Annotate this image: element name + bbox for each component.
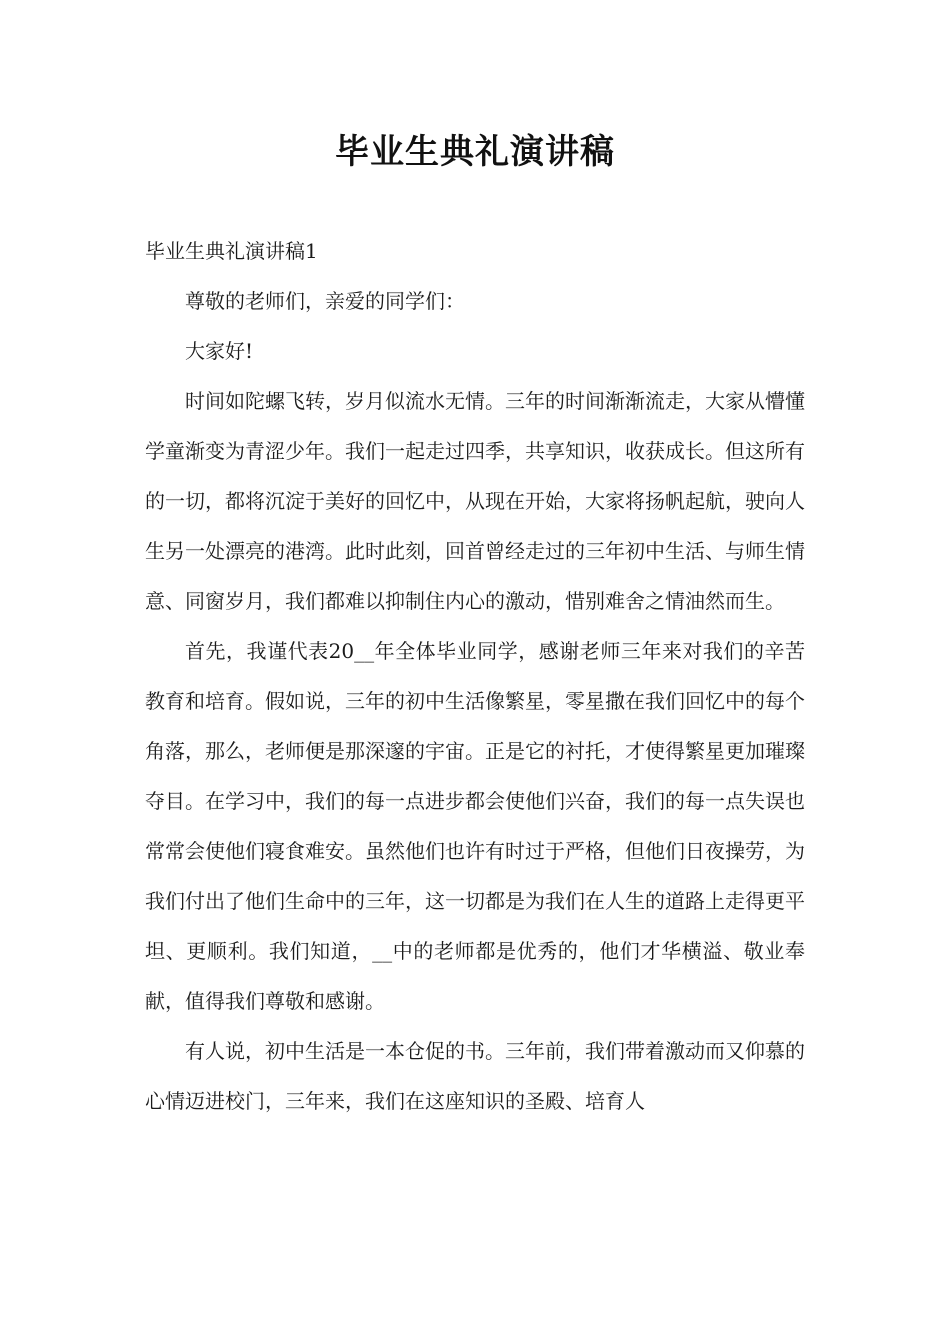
section-heading: 毕业生典礼演讲稿1 xyxy=(145,239,318,263)
document-title: 毕业生典礼演讲稿 xyxy=(335,132,615,172)
paragraph-time: 时间如陀螺飞转，岁月似流水无情。三年的时间渐渐流走，大家从懵懂学童渐变为青涩少年。我们一起走过四季，共享知识，收获成长。但这所有的一切，都将沉淀于美好的回忆中，从现在开始，大家将扬帆起航，驶向人生另一处漂亮的港湾。此时此刻，回首曾经走过的三年初中生活、与师生情意、同窗岁月，我们都难以抑制住内心的激动，惜别难舍之情油然而生。 xyxy=(145,389,805,613)
paragraph-hello: 大家好! xyxy=(185,339,254,363)
paragraph-thanks: 首先，我谨代表20__年全体毕业同学，感谢老师三年来对我们的辛苦教育和培育。假如说，三年的初中生活像繁星，零星撒在我们回忆中的每个角落，那么，老师便是那深邃的宇宙。正是它的衬托，才使得繁星更加璀璨夺目。在学习中，我们的每一点进步都会使他们兴奋，我们的每一点失误也常常会使他们寝食难安。虽然他们也许有时过于严格，但他们日夜操劳，为我们付出了他们生命中的三年，这一切都是为我们在人生的道路上走得更平坦、更顺利。我们知道，__中的老师都是优秀的，他们才华横溢、敬业奉献，值得我们尊敬和感谢。 xyxy=(145,639,805,1013)
paragraph-greeting: 尊敬的老师们，亲爱的同学们： xyxy=(185,289,465,313)
document-body xyxy=(145,226,805,1126)
paragraph-book: 有人说，初中生活是一本仓促的书。三年前，我们带着激动而又仰慕的心情迈进校门，三年来，我们在这座知识的圣殿、培育人 xyxy=(145,1039,805,1113)
